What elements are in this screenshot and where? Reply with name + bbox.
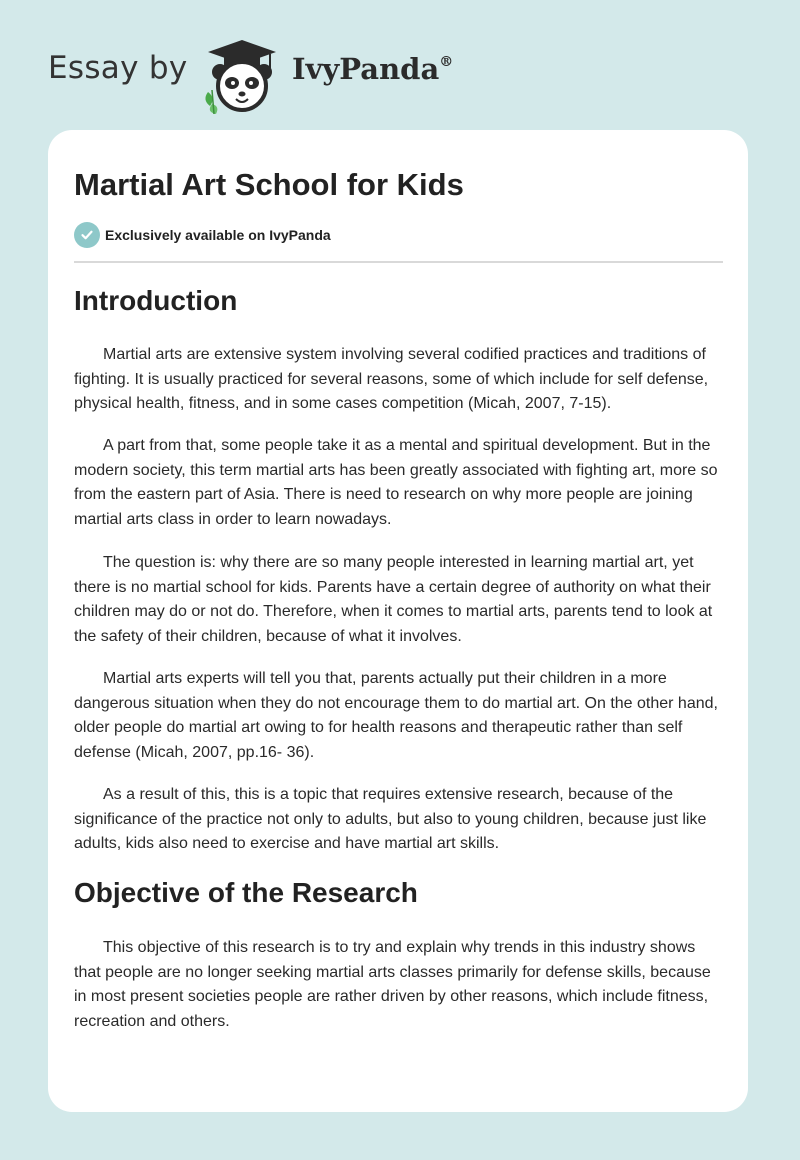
availability-badge (74, 221, 331, 249)
paragraph: Martial arts are extensive system involving several codified practices and traditions of fighting. It is usually practiced for several reasons, some of which include for self defense, physical health, fitness, and in some cases competition (Micah, 2007, 7-15). (74, 346, 709, 413)
section-heading: Objective of the Research (74, 877, 418, 908)
paragraph: Martial arts experts will tell you that, parents actually put their children in a more dangerous situation when they do not encourage them to do martial art. On the other hand, older people do martial art owing to for health reasons and therapeutic rather than self defense (Micah, 2007, pp.16- 36). (74, 670, 718, 761)
panda-logo-icon[interactable] (200, 34, 280, 114)
section-heading: Introduction (74, 285, 238, 316)
check-circle-icon (74, 222, 100, 248)
brand-name[interactable] (292, 52, 453, 86)
page-title: Martial Art School for Kids (74, 167, 464, 202)
availability-text: Exclusively available on IvyPanda (105, 227, 331, 243)
paragraph: As a result of this, this is a topic that requires extensive research, because of the significance of the practice not only to adults, but also to young children, because just like adults, kids also need to exercise and have martial art skills. (74, 786, 707, 853)
divider (74, 261, 723, 263)
registered-mark: ® (439, 54, 454, 70)
essay-by-label: Essay by (48, 50, 188, 86)
site-header (0, 0, 800, 130)
brand-label: IvyPanda (292, 52, 440, 86)
paragraph: The question is: why there are so many people interested in learning martial art, yet there is no martial school for kids. Parents have a certain degree of authority on what their children may do or not do. Therefore, when it comes to martial arts, parents tend to look at the safety of their children, because of what it involves. (74, 554, 713, 645)
paragraph: This objective of this research is to try and explain why trends in this industry shows that people are no longer seeking martial arts classes primarily for defense skills, because in most present societies people are rather driven by other reasons, which include fitness, recreation and others. (74, 939, 711, 1030)
paragraph: A part from that, some people take it as a mental and spiritual development. But in the modern society, this term martial arts has been greatly associated with fighting art, more so from the eastern part of Asia. There is need to research on why more people are joining martial arts class in order to learn nowadays. (74, 437, 718, 528)
article-card (48, 130, 748, 1112)
